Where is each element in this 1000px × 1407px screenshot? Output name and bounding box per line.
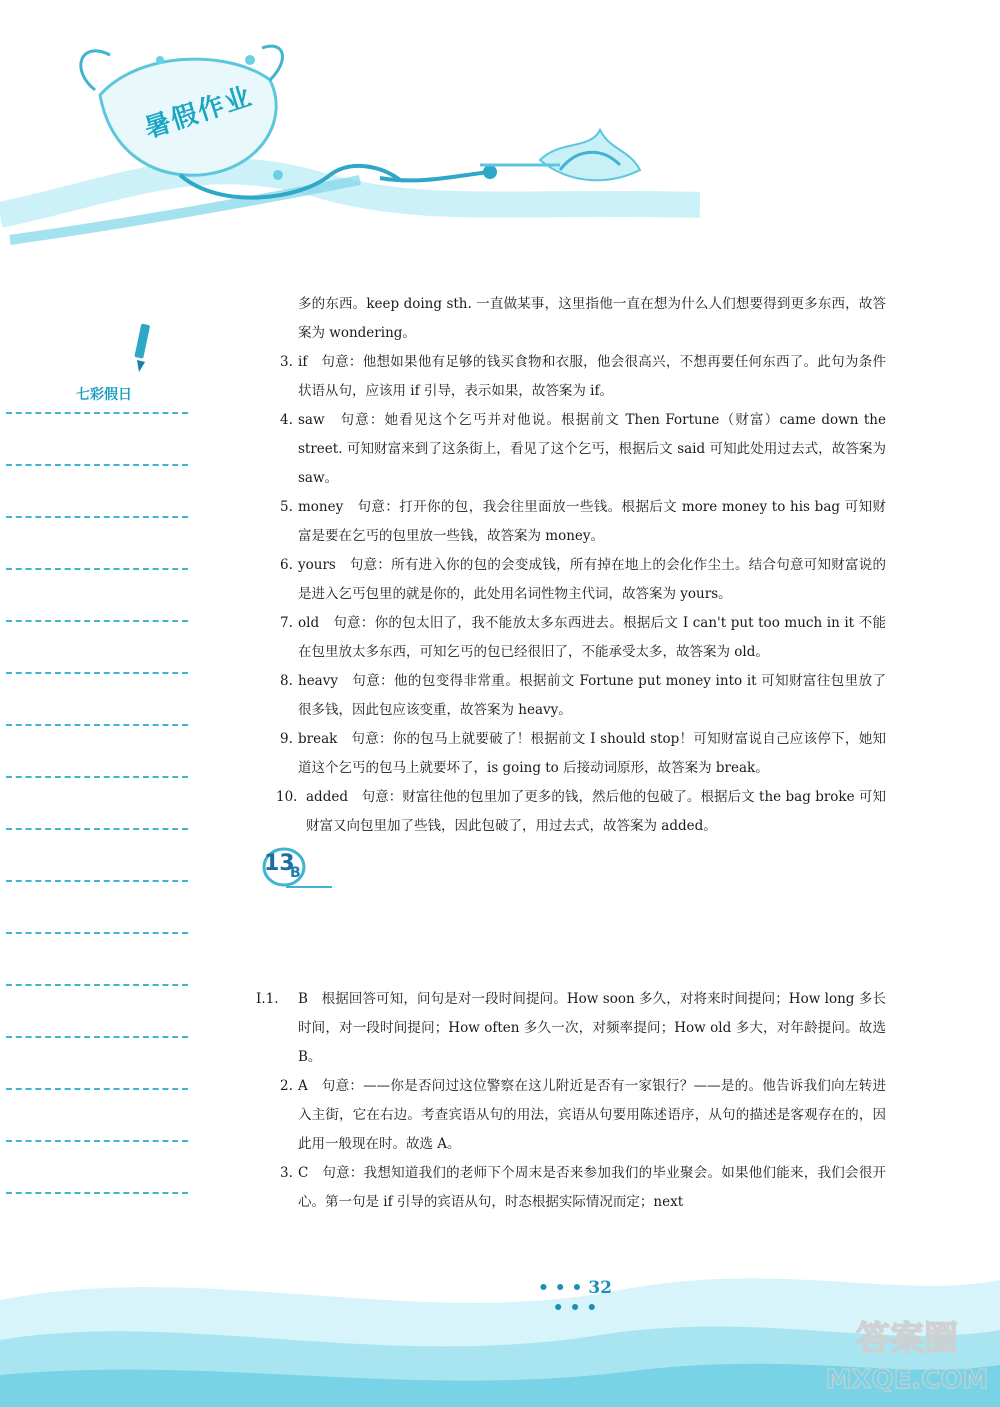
dashed-line xyxy=(6,932,188,934)
answer-item-8 xyxy=(276,667,886,725)
answer-number: 10. xyxy=(276,789,298,805)
answer-text: money 句意：打开你的包，我会往里面放一些钱。根据后文 more money to his bag 可知财富是要在乞丐的包里放一些钱，故答案为 money。 xyxy=(298,499,886,544)
section-header xyxy=(262,845,886,895)
header-banner xyxy=(0,0,700,260)
answer-text: saw 句意：她看见这个乞丐并对他说。根据前文 Then Fortune（财富）came down the street. 可知财富来到了这条街上，看见了这个乞丐，根据后文 said 可知此处用过去式，故答案为 saw。 xyxy=(298,412,886,486)
answer-text: C 句意：我想知道我们的老师下个周末是否来参加我们的毕业聚会。如果他们能来，我们会很开心。第一句是 if 引导的宾语从句，时态根据实际情况而定；next xyxy=(298,1165,886,1210)
answer-item-5 xyxy=(276,493,886,551)
dashed-line xyxy=(6,672,188,674)
answer-number: 7. xyxy=(280,615,293,631)
svg-text:答案圈: 答案圈 xyxy=(856,1319,958,1359)
answer-text: 多的东西。keep doing sth. 一直做某事，这里指他一直在想为什么人们想要得到更多东西，故答案为 wondering。 xyxy=(298,296,886,341)
answer-item-4 xyxy=(276,406,886,493)
answer-item-2 xyxy=(256,1072,886,1159)
answer-text: added 句意：财富往他的包里加了更多的钱，然后他的包破了。根据后文 the bag broke 可知财富又向包里加了些钱，因此包破了，用过去式，故答案为 added。 xyxy=(306,789,886,834)
answer-item-7 xyxy=(276,609,886,667)
answer-text: old 句意：你的包太旧了，我不能放太多东西进去。根据后文 I can't put too much in it 不能在包里放太多东西，可知乞丐的包已经很旧了，不能承受太多，故答案为 old。 xyxy=(298,615,886,660)
answer-item-1 xyxy=(256,985,886,1072)
dashed-line xyxy=(6,1192,188,1194)
answer-text: if 句意：他想如果他有足够的钱买食物和衣服，他会很高兴，不想再要任何东西了。此句为条件状语从句，应该用 if 引导，表示如果，故答案为 if。 xyxy=(298,354,886,399)
answer-item-6 xyxy=(276,551,886,609)
section-number: 13 xyxy=(264,851,295,876)
answer-number: 2. xyxy=(280,1078,293,1094)
answer-number: Ⅰ.1. xyxy=(256,991,279,1007)
answer-item-9 xyxy=(276,725,886,783)
dashed-line xyxy=(6,620,188,622)
answer-number: 8. xyxy=(280,673,293,689)
dashed-line xyxy=(6,1088,188,1090)
answer-text: yours 句意：所有进入你的包的会变成钱，所有掉在地上的会化作尘土。结合句意可知财富说的是进入乞丐包里的就是你的，此处用名词性物主代词，故答案为 yours。 xyxy=(298,557,886,602)
dashed-line xyxy=(6,1140,188,1142)
answer-number: 3. xyxy=(280,1165,293,1181)
banner-title: 暑假作业 xyxy=(140,81,257,145)
answer-number: 9. xyxy=(280,731,293,747)
page-number: • • • 32 • • • xyxy=(537,1278,612,1318)
sidebar xyxy=(0,320,200,1220)
answer-number: 4. xyxy=(280,412,293,428)
answer-text: break 句意：你的包马上就要破了！根据前文 I should stop！可知财富说自己应该停下，她知道这个乞丐的包马上就要坏了，is going to 后接动词原形，故答案为 break。 xyxy=(298,731,886,776)
answer-number: 5. xyxy=(280,499,293,515)
answer-number: 3. xyxy=(280,354,293,370)
sidebar-label: 七彩假日 xyxy=(76,387,132,403)
dashed-line xyxy=(6,724,188,726)
answers-part2 xyxy=(256,985,886,1217)
dashed-line xyxy=(6,464,188,466)
section-letter: B xyxy=(290,865,301,881)
answer-item-10 xyxy=(276,783,886,841)
answers-part1 xyxy=(264,290,886,901)
answer-item-3 xyxy=(276,348,886,406)
dashed-line xyxy=(6,880,188,882)
watermark-logo xyxy=(822,1300,992,1400)
dashed-line xyxy=(6,1036,188,1038)
dashed-line xyxy=(6,412,188,414)
pen-icon xyxy=(130,320,154,374)
svg-text:MXQE.COM: MXQE.COM xyxy=(825,1365,989,1395)
answer-text: A 句意：——你是否问过这位警察在这儿附近是否有一家银行？——是的。他告诉我们向左转进入主街，它在右边。考查宾语从句的用法，宾语从句要用陈述语序，从句的描述是客观存在的，因此用一般现在时。故选 A。 xyxy=(298,1078,886,1152)
banner-decoration xyxy=(0,0,700,260)
dashed-line xyxy=(6,516,188,518)
dashed-line xyxy=(6,984,188,986)
answer-continuation xyxy=(276,290,886,348)
dashed-line xyxy=(6,568,188,570)
answer-item-3b xyxy=(256,1159,886,1217)
dashed-line xyxy=(6,776,188,778)
dashed-line xyxy=(6,828,188,830)
answer-number: 6. xyxy=(280,557,293,573)
answer-text: heavy 句意：他的包变得非常重。根据前文 Fortune put money into it 可知财富往包里放了很多钱，因此包应该变重，故答案为 heavy。 xyxy=(298,673,886,718)
answer-text: B 根据回答可知，问句是对一段时间提问。How soon 多久，对将来时间提问；How long 多长时间，对一段时间提问；How often 多久一次，对频率提问；How old 多大，对年龄提问。故选 B。 xyxy=(298,991,886,1065)
